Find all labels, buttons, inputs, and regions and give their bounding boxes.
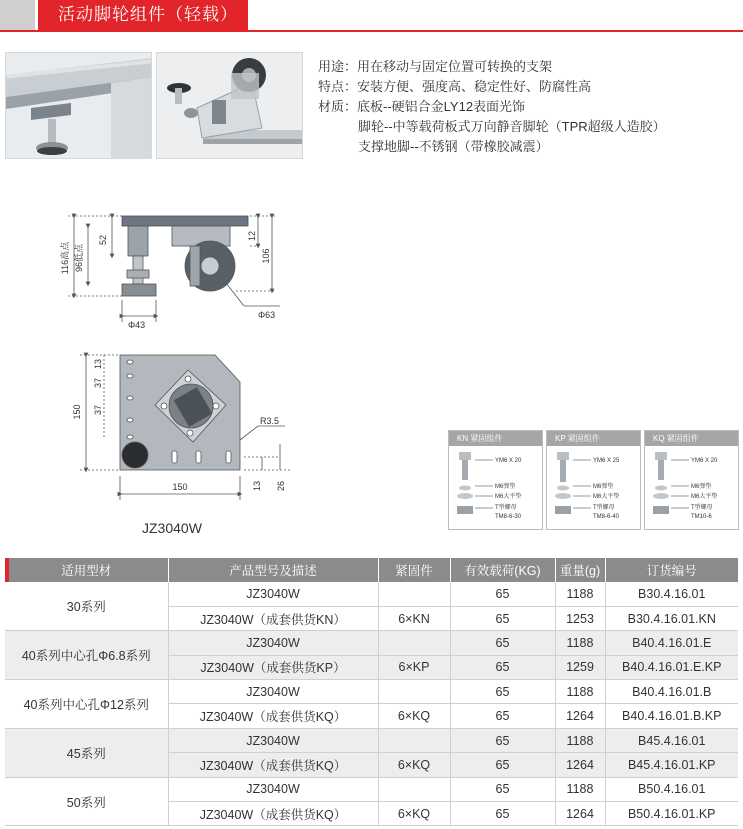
cell-model: JZ3040W [168, 631, 378, 655]
fastener-washer-flat: M6大平垫 [593, 494, 620, 500]
fastener-illustration [645, 446, 738, 529]
cell-model: JZ3040W [168, 582, 378, 606]
cell-weight: 1264 [555, 753, 605, 777]
cell-weight: 1188 [555, 728, 605, 752]
dim-150-vertical: 150 [72, 404, 82, 420]
dim-52: 52 [98, 234, 108, 246]
material-caster-text: 脚轮--中等载荷板式万向静音脚轮（TPR超级人造胶） [358, 119, 666, 134]
fastener-washer-flat: M6大平垫 [691, 494, 718, 500]
cell-profile: 50系列 [5, 777, 168, 826]
cell-profile: 30系列 [5, 582, 168, 631]
fastener-title: KN 紧固组件 [449, 431, 542, 446]
cell-model: JZ3040W（成套供货KQ） [168, 753, 378, 777]
cell-order-code: B30.4.16.01 [605, 582, 738, 606]
fastener-bolt: YM6 X 20 [691, 458, 718, 464]
features-text: 特点：安装方便、强度高、稳定性好、防腐性高 [318, 79, 592, 94]
cell-weight: 1264 [555, 704, 605, 728]
dim-37-a: 37 [93, 377, 103, 389]
spec-table [5, 558, 738, 826]
material-base-text: 材质：底板--硬铝合金LY12表面光饰 [318, 99, 526, 114]
cell-load: 65 [450, 777, 555, 801]
material-foot-text: 支撑地脚--不锈钢（带橡胶减震） [358, 139, 549, 154]
col-header-fastener: 紧固件 [378, 558, 450, 582]
cell-profile: 40系列中心孔Φ6.8系列 [5, 631, 168, 680]
dim-13-top: 13 [93, 358, 103, 370]
table-row [5, 728, 738, 752]
dim-phi63: Φ63 [258, 310, 276, 320]
cell-model: JZ3040W [168, 680, 378, 704]
cell-load: 65 [450, 728, 555, 752]
cell-fastener: 6×KQ [378, 704, 450, 728]
fastener-title: KP 紧固组件 [547, 431, 640, 446]
fastener-nut-code: TM8-6-40 [593, 514, 620, 520]
dim-26: 26 [276, 480, 286, 492]
cell-load: 65 [450, 802, 555, 826]
dim-12: 12 [247, 230, 257, 242]
cell-fastener [378, 680, 450, 704]
fastener-washer-spring: M6弹垫 [495, 484, 516, 490]
cell-order-code: B50.4.16.01 [605, 777, 738, 801]
fastener-nut: T型螺母 [593, 505, 615, 511]
fastener-nut: T型螺母 [495, 505, 517, 511]
cell-model: JZ3040W（成套供货KQ） [168, 704, 378, 728]
table-header-row [5, 558, 738, 582]
cell-fastener: 6×KQ [378, 753, 450, 777]
dim-96: 96低点 [74, 243, 84, 273]
dim-phi43: Φ43 [128, 320, 146, 330]
col-header-model: 产品型号及描述 [168, 558, 378, 582]
cell-order-code: B50.4.16.01.KP [605, 802, 738, 826]
cell-fastener: 6×KN [378, 606, 450, 630]
fastener-washer-flat: M6大平垫 [495, 494, 522, 500]
fastener-nut-code: TM8-6-30 [495, 514, 522, 520]
side-view-foot-pad [122, 284, 156, 296]
cell-fastener [378, 728, 450, 752]
col-header-weight: 重量(g) [555, 558, 605, 582]
cell-weight: 1259 [555, 655, 605, 679]
cell-order-code: B30.4.16.01.KN [605, 606, 738, 630]
cell-fastener [378, 777, 450, 801]
table-row [5, 680, 738, 704]
dim-106: 106 [261, 248, 271, 264]
fastener-illustration [449, 446, 542, 529]
cell-fastener [378, 631, 450, 655]
cell-weight: 1188 [555, 582, 605, 606]
fastener-nut: T型螺母 [691, 505, 713, 511]
fastener-illustration [547, 446, 640, 529]
cell-load: 65 [450, 582, 555, 606]
fastener-washer-spring: M6弹垫 [593, 484, 614, 490]
cell-weight: 1188 [555, 680, 605, 704]
top-view-foot-pad [122, 442, 148, 468]
fastener-bolt: YM6 X 20 [495, 458, 522, 464]
dim-r3-5: R3.5 [260, 416, 280, 426]
fastener-title: KQ 紧固组件 [645, 431, 738, 446]
col-header-profile: 适用型材 [5, 558, 168, 582]
fastener-card-kn [448, 430, 543, 530]
cell-order-code: B40.4.16.01.B [605, 680, 738, 704]
dim-150-horizontal: 150 [172, 482, 188, 492]
cell-load: 65 [450, 704, 555, 728]
cell-order-code: B40.4.16.01.E.KP [605, 655, 738, 679]
dim-116: 116高点 [60, 241, 70, 275]
fastener-bolt: YM6 X 25 [593, 458, 620, 464]
cell-model: JZ3040W（成套供货KP） [168, 655, 378, 679]
col-header-order-code: 订货编号 [605, 558, 738, 582]
cell-weight: 1253 [555, 606, 605, 630]
cell-weight: 1188 [555, 777, 605, 801]
cell-profile: 40系列中心孔Φ12系列 [5, 680, 168, 729]
dim-13-bottom: 13 [252, 480, 262, 492]
table-row [5, 777, 738, 801]
cell-fastener: 6×KQ [378, 802, 450, 826]
cell-model: JZ3040W（成套供货KN） [168, 606, 378, 630]
cell-load: 65 [450, 753, 555, 777]
cell-load: 65 [450, 655, 555, 679]
cell-order-code: B45.4.16.01 [605, 728, 738, 752]
table-row [5, 582, 738, 606]
cell-weight: 1264 [555, 802, 605, 826]
cell-load: 65 [450, 631, 555, 655]
cell-load: 65 [450, 680, 555, 704]
usage-text: 用途：用在移动与固定位置可转换的支架 [318, 59, 553, 74]
cell-profile: 45系列 [5, 728, 168, 777]
cell-model: JZ3040W [168, 777, 378, 801]
cell-model: JZ3040W [168, 728, 378, 752]
side-view-foot-stem [128, 226, 148, 256]
cell-order-code: B45.4.16.01.KP [605, 753, 738, 777]
table-red-tab [5, 558, 9, 582]
cell-order-code: B40.4.16.01.E [605, 631, 738, 655]
dim-37-b: 37 [93, 404, 103, 416]
side-view-plate [122, 216, 248, 226]
cell-load: 65 [450, 606, 555, 630]
cell-model: JZ3040W（成套供货KQ） [168, 802, 378, 826]
table-row [5, 631, 738, 655]
drawing-model-label: JZ3040W [142, 520, 202, 536]
fastener-card-kq [644, 430, 739, 530]
fastener-washer-spring: M6弹垫 [691, 484, 712, 490]
cell-weight: 1188 [555, 631, 605, 655]
fastener-card-kp [546, 430, 641, 530]
cell-fastener: 6×KP [378, 655, 450, 679]
col-header-load: 有效载荷(KG) [450, 558, 555, 582]
cell-fastener [378, 582, 450, 606]
cell-order-code: B40.4.16.01.B.KP [605, 704, 738, 728]
fastener-nut-code: TM10-6 [691, 514, 712, 520]
section-title: 活动脚轮组件（轻载） [38, 0, 248, 30]
